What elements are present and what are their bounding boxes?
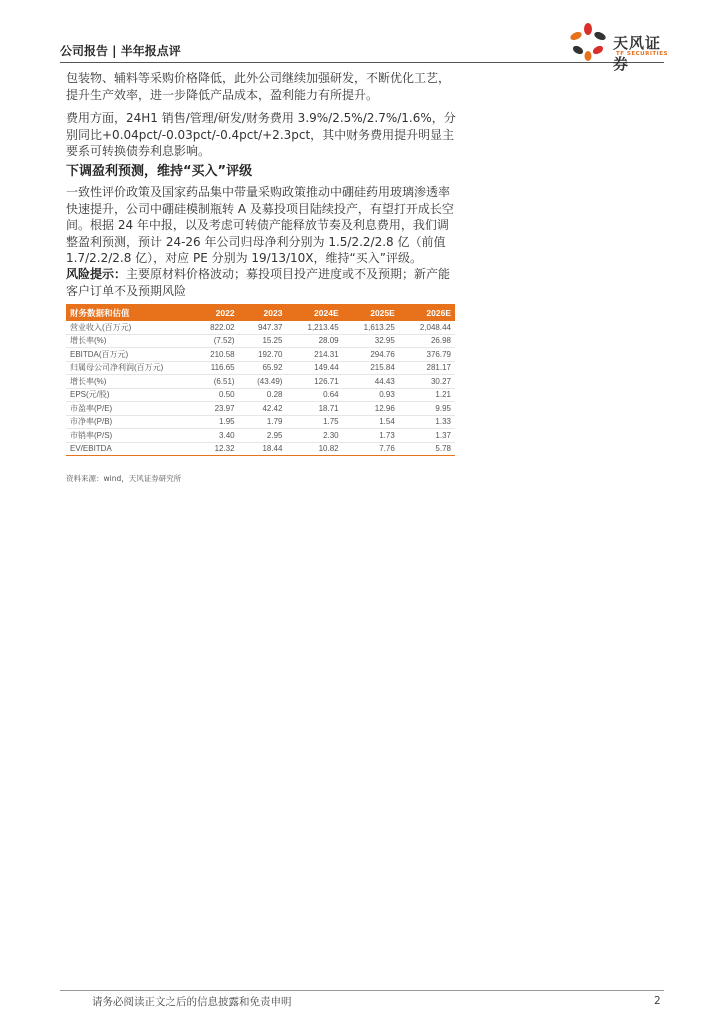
table-cell: 0.28 [239,388,287,402]
table-cell: EBITDA(百万元) [66,348,192,362]
table-cell: 15.25 [239,334,287,348]
paragraph-forecast: 一致性评价政策及国家药品集中带量采购政策推动中硼硅药用玻璃渗透率快速提升，公司中硼硅模制瓶转 A 及募投项目陆续投产，有望打开成长空间。根据 24 年中报，以及考虑可转债产能释放节奏及利息费用，我们调整盈利预测，预计 24-26 年公司归母净利分别为 1.5/2.2/2.8 亿（前值 1.7/2.2/2.8 亿），对应 PE 分别为 19/13/10X，维持“买入”评级。 [66,185,454,265]
table-cell: 281.17 [399,361,455,375]
table-cell: 149.44 [286,361,342,375]
table-cell: 32.95 [343,334,399,348]
table-cell: 营业收入(百万元) [66,321,192,334]
table-cell: 2.30 [286,429,342,443]
table-cell: 市净率(P/B) [66,415,192,429]
logo-text-cn: 天风证券 [613,34,662,73]
table-row [66,429,455,443]
footer-divider [60,990,664,991]
table-header-cell: 2022 [192,304,239,321]
table-cell: 5.78 [399,442,455,456]
table-header-cell: 2025E [343,304,399,321]
table-cell: 12.96 [343,402,399,416]
table-header-cell: 2023 [239,304,287,321]
table-cell: 1,613.25 [343,321,399,334]
table-cell: 归属母公司净利润(百万元) [66,361,192,375]
table-cell: 1.54 [343,415,399,429]
table-cell: 2.95 [239,429,287,443]
paragraph-risk [66,266,458,299]
table-cell: (7.52) [192,334,239,348]
table-cell: 0.93 [343,388,399,402]
table-source-note: 资料来源：wind，天风证券研究所 [66,474,182,483]
table-cell: 44.43 [343,375,399,389]
table-cell: 10.82 [286,442,342,456]
table-cell: 1.79 [239,415,287,429]
table-cell: 市销率(P/S) [66,429,192,443]
paragraph-expenses: 费用方面，24H1 销售/管理/研发/财务费用 3.9%/2.5%/2.7%/1.6%，分别同比+0.04pct/-0.03pct/-0.4pct/+2.3pct，其中财务费用提升明显主要系可转换债券利息影响。 [66,111,456,158]
table-cell: 1.21 [399,388,455,402]
table-header-row [66,304,455,321]
table-row [66,415,455,429]
table-cell: 28.09 [286,334,342,348]
table-cell: 42.42 [239,402,287,416]
table-cell: 7.76 [343,442,399,456]
table-cell: 12.32 [192,442,239,456]
table-row [66,375,455,389]
table-row [66,361,455,375]
table-cell: 增长率(%) [66,334,192,348]
header-divider [60,62,664,63]
table-cell: 1.37 [399,429,455,443]
table-cell: EPS(元/股) [66,388,192,402]
table-cell: 9.95 [399,402,455,416]
table-row [66,334,455,348]
table-cell: 1.75 [286,415,342,429]
table-cell: 822.02 [192,321,239,334]
table-row [66,321,455,334]
table-cell: (43.49) [239,375,287,389]
table-cell: 116.65 [192,361,239,375]
table-cell: 215.84 [343,361,399,375]
table-cell: 1.95 [192,415,239,429]
company-logo [566,22,676,73]
table-cell: 65.92 [239,361,287,375]
table-cell: 30.27 [399,375,455,389]
table-cell: 192.70 [239,348,287,362]
table-cell: 18.71 [286,402,342,416]
table-row [66,348,455,362]
table-cell: 294.76 [343,348,399,362]
table-cell: 3.40 [192,429,239,443]
table-cell: 1.33 [399,415,455,429]
table-cell: 增长率(%) [66,375,192,389]
paragraph-cost: 包装物、辅料等采购价格降低，此外公司继续加强研发，不断优化工艺，提升生产效率，进一步降低产品成本，盈利能力有所提升。 [66,71,451,102]
table-cell: 0.64 [286,388,342,402]
logo-mark-icon [566,22,610,62]
table-cell: 18.44 [239,442,287,456]
footer-disclaimer: 请务必阅读正文之后的信息披露和免责申明 [92,996,292,1008]
table-header-cell: 2026E [399,304,455,321]
table-row [66,442,455,456]
table-cell: EV/EBITDA [66,442,192,456]
logo-text-en: TF SECURITIES [616,51,668,57]
table-cell: 214.31 [286,348,342,362]
table-cell: 0.50 [192,388,239,402]
risk-label: 风险提示： [66,267,127,281]
table-cell: 2,048.44 [399,321,455,334]
section-heading: 下调盈利预测，维持“买入”评级 [66,164,253,179]
table-cell: 1,213.45 [286,321,342,334]
table-row [66,402,455,416]
table-cell: 1.73 [343,429,399,443]
table-cell: (6.51) [192,375,239,389]
table-header-cell: 2024E [286,304,342,321]
page-number: 2 [654,995,661,1007]
table-cell: 376.79 [399,348,455,362]
table-header-cell: 财务数据和估值 [66,304,192,321]
table-cell: 947.37 [239,321,287,334]
risk-text: 主要原材料价格波动；募投项目投产进度或不及预期；新产能客户订单不及预期风险 [66,267,451,298]
table-cell: 23.97 [192,402,239,416]
report-type-title: 公司报告 | 半年报点评 [60,44,181,58]
table-cell: 126.71 [286,375,342,389]
financial-table [66,304,455,456]
table-row [66,388,455,402]
table-cell: 26.98 [399,334,455,348]
table-cell: 市盈率(P/E) [66,402,192,416]
table-cell: 210.58 [192,348,239,362]
